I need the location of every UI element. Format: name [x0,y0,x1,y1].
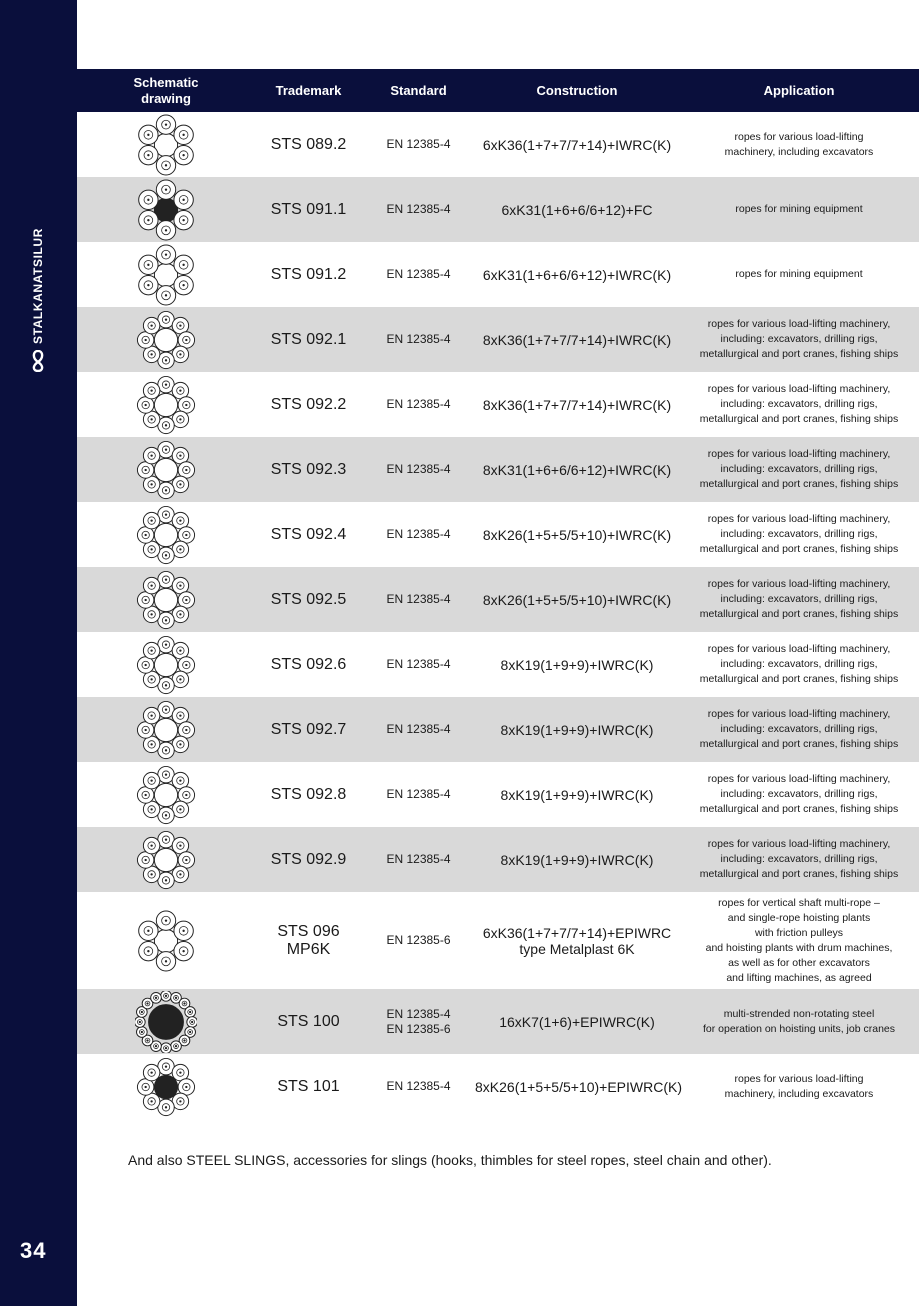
application-cell: ropes for various load-lifting machinery, including: excavators, drilling rigs, metallurgical and port cranes, fishing ships [699,513,899,555]
table-row [77,502,919,567]
trademark-cell: STS 092.2 [270,395,347,413]
standard-cell: EN 12385-4 [386,852,451,866]
standard-cell: EN 12385-4 [386,722,451,736]
trademark-cell: STS 092.6 [270,655,347,673]
sidebar [0,0,77,1306]
schematic-drawing [77,177,255,242]
trademark-cell: STS 091.1 [270,200,347,218]
standard-cell: EN 12385-4 [386,787,451,801]
rope-cross-section-icon [135,634,197,696]
application-cell: ropes for mining equipment [735,268,863,280]
standard-cell: EN 12385-4 [386,137,451,151]
schematic-drawing [77,307,255,372]
trademark-cell: STS 092.5 [270,590,347,608]
schematic-drawing [77,567,255,632]
header-drawing: Schematic drawing [133,74,199,106]
schematic-drawing [77,242,255,307]
table-row [77,827,919,892]
application-cell: ropes for various load-lifting machinery, including excavators [724,1072,874,1100]
table-row [77,567,919,632]
rope-cross-section-icon [135,504,197,566]
construction-cell: 6xK31(1+6+6/6+12)+IWRC(K) [482,266,672,283]
rope-cross-section-icon [135,1056,197,1118]
header-application: Application [763,82,835,98]
rope-cross-section-icon [135,569,197,631]
header-construction: Construction [536,82,618,98]
trademark-cell: STS 092.4 [270,525,347,543]
brand-name: STALKANATSILUR [31,228,45,344]
table-row [77,437,919,502]
rope-cross-section-icon [135,439,197,501]
header-trademark: Trademark [275,82,342,98]
table-row [77,762,919,827]
table-row [77,307,919,372]
application-cell: ropes for vertical shaft multi-rope – and single-rope hoisting plants with friction pulleys and hoisting plants with drum machines, as well as for other excavators and lifting machines, as agreed [705,896,893,984]
trademark-cell: STS 092.7 [270,720,347,738]
schematic-drawing [77,989,255,1054]
schematic-drawing [77,762,255,827]
standard-cell: EN 12385-4 [386,462,451,476]
construction-cell: 8xK19(1+9+9)+IWRC(K) [500,721,654,738]
table-row [77,112,919,177]
construction-cell: 8xK31(1+6+6/6+12)+IWRC(K) [482,461,672,478]
rope-cross-section-icon [135,179,197,241]
schematic-drawing [77,437,255,502]
trademark-cell: STS 092.1 [270,330,347,348]
schematic-drawing [77,112,255,177]
rope-cross-section-icon [135,309,197,371]
table-row [77,892,919,989]
standard-cell: EN 12385-4 EN 12385-6 [386,1006,451,1036]
standard-cell: EN 12385-4 [386,1079,451,1093]
standard-cell: EN 12385-4 [386,332,451,346]
construction-cell: 8xK26(1+5+5/5+10)+IWRC(K) [482,526,672,543]
rope-cross-section-icon [135,699,197,761]
rope-cross-section-icon [135,114,197,176]
rope-cross-section-icon [135,829,197,891]
standard-cell: EN 12385-4 [386,397,451,411]
table-row [77,242,919,307]
standard-cell: EN 12385-4 [386,657,451,671]
header-standard: Standard [390,82,447,98]
rope-cross-section-icon [135,374,197,436]
standard-cell: EN 12385-4 [386,527,451,541]
construction-cell: 8xK19(1+9+9)+IWRC(K) [500,656,654,673]
construction-cell: 16xK7(1+6)+EPIWRC(K) [499,1013,655,1030]
schematic-drawing [77,632,255,697]
schematic-drawing [77,892,255,989]
application-cell: ropes for various load-lifting machinery, including: excavators, drilling rigs, metallurgical and port cranes, fishing ships [699,838,899,880]
construction-cell: 8xK26(1+5+5/5+10)+EPIWRC(K) [475,1078,682,1095]
trademark-cell: STS 092.3 [270,460,347,478]
trademark-cell: STS 096 MP6K [277,922,340,958]
application-cell: ropes for various load-lifting machinery, including: excavators, drilling rigs, metallurgical and port cranes, fishing ships [699,448,899,490]
rope-cross-section-icon [135,244,197,306]
standard-cell: EN 12385-6 [386,933,451,947]
construction-cell: 8xK26(1+5+5/5+10)+IWRC(K) [482,591,672,608]
table-row [77,632,919,697]
rope-cross-section-icon [135,764,197,826]
standard-cell: EN 12385-4 [386,592,451,606]
construction-cell: 8xK19(1+9+9)+IWRC(K) [500,851,654,868]
trademark-cell: STS 101 [277,1077,340,1095]
construction-cell: 6xK31(1+6+6/6+12)+FC [501,201,653,218]
schematic-drawing [77,697,255,762]
table-row [77,372,919,437]
application-cell: multi-strended non-rotating steel for operation on hoisting units, job cranes [702,1007,896,1035]
rope-cross-section-icon [135,991,197,1053]
construction-cell: 8xK36(1+7+7/7+14)+IWRC(K) [482,396,672,413]
application-cell: ropes for various load-lifting machinery, including: excavators, drilling rigs, metallurgical and port cranes, fishing ships [699,708,899,750]
trademark-cell: STS 091.2 [270,265,347,283]
application-cell: ropes for various load-lifting machinery, including: excavators, drilling rigs, metallurgical and port cranes, fishing ships [699,578,899,620]
table-body [77,112,919,1119]
trademark-cell: STS 089.2 [270,135,347,153]
standard-cell: EN 12385-4 [386,202,451,216]
schematic-drawing [77,502,255,567]
application-cell: ropes for mining equipment [735,203,863,215]
table-header [77,69,919,112]
schematic-drawing [77,1054,255,1119]
construction-cell: 6xK36(1+7+7/7+14)+EPIWRC type Metalplast 6K [482,924,672,957]
application-cell: ropes for various load-lifting machinery, including: excavators, drilling rigs, metallurgical and port cranes, fishing ships [699,383,899,425]
rope-cross-section-icon [135,910,197,972]
stalkanatsilur-logo-icon [30,350,46,372]
trademark-cell: STS 100 [277,1012,340,1030]
construction-cell: 8xK36(1+7+7/7+14)+IWRC(K) [482,331,672,348]
footer-note: And also STEEL SLINGS, accessories for slings (hooks, thimbles for steel ropes, steel chain and other). [128,1152,772,1168]
application-cell: ropes for various load-lifting machinery, including: excavators, drilling rigs, metallurgical and port cranes, fishing ships [699,773,899,815]
rope-table [77,69,919,1119]
table-row [77,177,919,242]
construction-cell: 6xK36(1+7+7/7+14)+IWRC(K) [482,136,672,153]
table-row [77,989,919,1054]
schematic-drawing [77,372,255,437]
table-row [77,1054,919,1119]
brand [30,228,46,372]
standard-cell: EN 12385-4 [386,267,451,281]
application-cell: ropes for various load-lifting machinery, including excavators [724,130,874,158]
table-row [77,697,919,762]
application-cell: ropes for various load-lifting machinery, including: excavators, drilling rigs, metallurgical and port cranes, fishing ships [699,643,899,685]
trademark-cell: STS 092.9 [270,850,347,868]
construction-cell: 8xK19(1+9+9)+IWRC(K) [500,786,654,803]
schematic-drawing [77,827,255,892]
application-cell: ropes for various load-lifting machinery, including: excavators, drilling rigs, metallurgical and port cranes, fishing ships [699,318,899,360]
page-number: 34 [20,1238,47,1263]
trademark-cell: STS 092.8 [270,785,347,803]
